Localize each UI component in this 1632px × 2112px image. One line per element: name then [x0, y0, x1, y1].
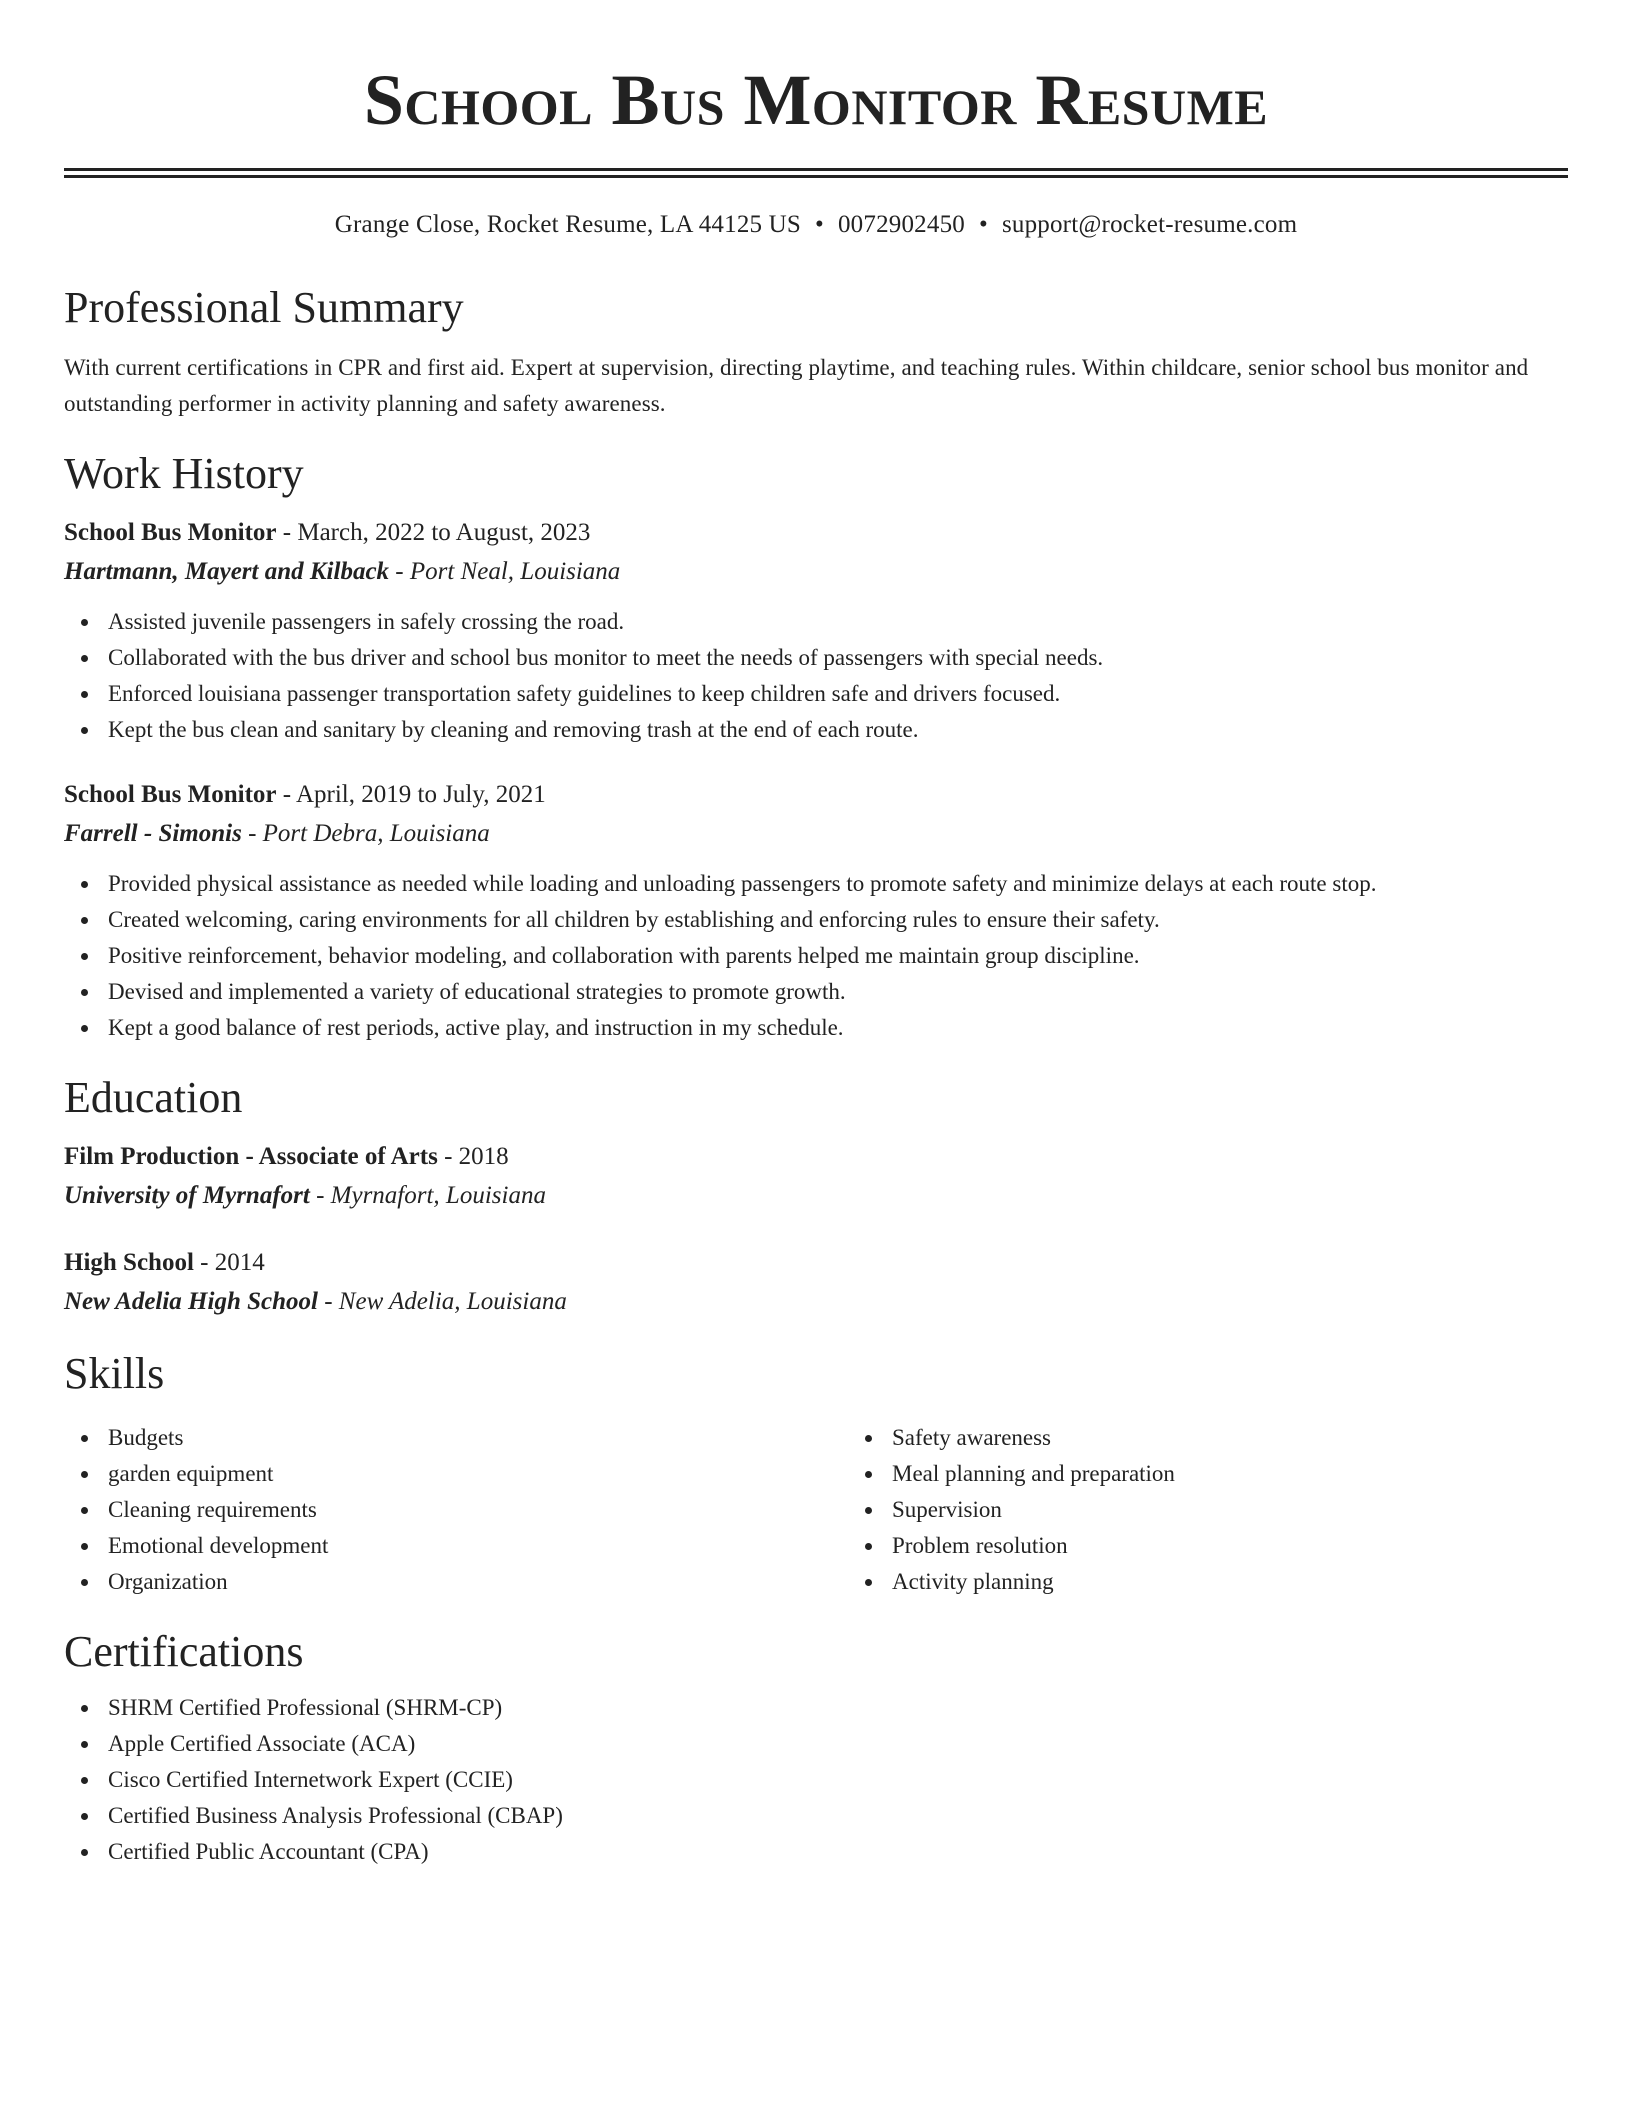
skill-item: Emotional development [108, 1528, 848, 1564]
education-header [64, 1138, 1568, 1176]
certification-item: Apple Certified Associate (ACA) [108, 1726, 1568, 1762]
education-school-line [64, 1282, 1568, 1322]
job-duties-list [64, 604, 1568, 748]
list-item: Devised and implemented a variety of educational strategies to promote growth. [108, 974, 1568, 1010]
certifications-list [64, 1690, 1568, 1870]
education-location: - New Adelia, Louisiana [317, 1288, 567, 1315]
contact-address: Grange Close, Rocket Resume, LA 44125 US [334, 211, 802, 238]
job-header [64, 776, 1568, 814]
job-company: Farrell - Simonis [64, 820, 242, 847]
education-year: - 2014 [193, 1249, 265, 1276]
skill-item: Problem resolution [892, 1528, 1632, 1564]
education-school: New Adelia High School [64, 1288, 318, 1315]
skill-item: Activity planning [892, 1564, 1632, 1600]
skill-item: garden equipment [108, 1456, 848, 1492]
education-entry [64, 1244, 1568, 1322]
education-entry [64, 1138, 1568, 1216]
job-entry [64, 514, 1568, 748]
certifications-heading: Certifications [64, 1627, 304, 1676]
list-item: Positive reinforcement, behavior modeling, and collaboration with parents helped me maintain group discipline. [108, 938, 1568, 974]
list-item: Kept a good balance of rest periods, active play, and instruction in my schedule. [108, 1010, 1568, 1046]
job-company: Hartmann, Mayert and Kilback [64, 558, 390, 585]
skills-heading: Skills [64, 1349, 165, 1398]
job-header [64, 514, 1568, 552]
skill-item: Meal planning and preparation [892, 1456, 1632, 1492]
skill-item: Organization [108, 1564, 848, 1600]
job-dates: - April, 2019 to July, 2021 [276, 781, 546, 808]
education-year: - 2018 [437, 1143, 509, 1170]
education-degree: High School [64, 1249, 194, 1276]
education-header [64, 1244, 1568, 1282]
job-employer [64, 814, 1568, 854]
education-school: University of Myrnafort [64, 1182, 310, 1209]
summary-heading: Professional Summary [64, 283, 464, 332]
certification-item: Certified Public Accountant (CPA) [108, 1834, 1568, 1870]
contact-phone: 0072902450 [837, 211, 965, 238]
summary-text: With current certifications in CPR and first aid. Expert at supervision, directing playtime, and teaching rules. Within childcare, senior school bus monitor and outstanding performer in activity planning and safety awareness. [64, 355, 1529, 416]
list-item: Collaborated with the bus driver and school bus monitor to meet the needs of passengers with special needs. [108, 640, 1568, 676]
job-location: - Port Debra, Louisiana [241, 820, 490, 847]
job-location: - Port Neal, Louisiana [389, 558, 621, 585]
certification-item: Cisco Certified Internetwork Expert (CCIE) [108, 1762, 1568, 1798]
list-item: Assisted juvenile passengers in safely crossing the road. [108, 604, 1568, 640]
job-role: School Bus Monitor [64, 519, 277, 546]
job-employer [64, 552, 1568, 592]
contact-separator: • [978, 211, 988, 238]
skill-item: Supervision [892, 1492, 1632, 1528]
job-duties-list [64, 866, 1568, 1046]
contact-separator: • [815, 211, 824, 238]
job-dates: - March, 2022 to August, 2023 [276, 519, 591, 546]
job-role: School Bus Monitor [64, 781, 277, 808]
education-school-line [64, 1176, 1568, 1216]
skills-list-right [848, 1420, 1632, 1600]
contact-line [64, 208, 1568, 242]
certification-item: Certified Business Analysis Professional (CBAP) [108, 1798, 1568, 1834]
education-degree: Film Production - Associate of Arts [64, 1143, 438, 1170]
education-heading: Education [64, 1073, 243, 1122]
list-item: Created welcoming, caring environments for all children by establishing and enforcing rules to ensure their safety. [108, 902, 1568, 938]
job-entry [64, 776, 1568, 1046]
title-divider [64, 168, 1568, 178]
skill-item: Safety awareness [892, 1420, 1632, 1456]
skill-item: Budgets [108, 1420, 848, 1456]
list-item: Kept the bus clean and sanitary by cleaning and removing trash at the end of each route. [108, 712, 1568, 748]
list-item: Provided physical assistance as needed while loading and unloading passengers to promote safety and minimize delays at each route stop. [108, 866, 1568, 902]
list-item: Enforced louisiana passenger transportation safety guidelines to keep children safe and drivers focused. [108, 676, 1568, 712]
skill-item: Cleaning requirements [108, 1492, 848, 1528]
resume-title: School Bus Monitor Resume [363, 60, 1269, 140]
certification-item: SHRM Certified Professional (SHRM-CP) [108, 1690, 1568, 1726]
contact-email: support@rocket-resume.com [1001, 211, 1298, 238]
work-history-heading: Work History [64, 449, 304, 498]
education-location: - Myrnafort, Louisiana [309, 1182, 546, 1209]
skills-columns [64, 1408, 1568, 1600]
skills-list-left [64, 1420, 848, 1600]
